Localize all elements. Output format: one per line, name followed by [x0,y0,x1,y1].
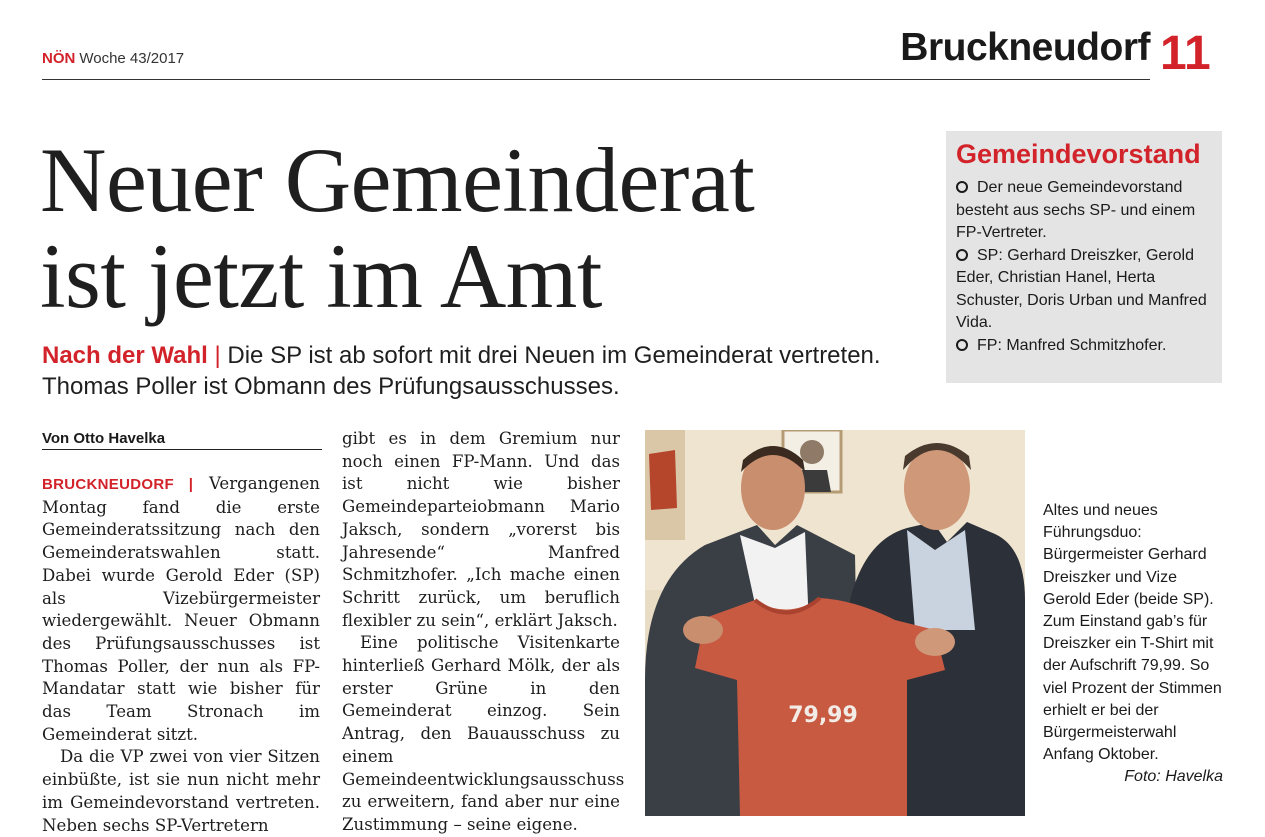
dateline: BRUCKNEUDORF | [42,476,194,493]
paragraph: Eine politische Visitenkarte hinterließ Gerhard Mölk, der als erster Grüne in den Gemeinderat einzog. Sein Antrag, den Bauausschuss zu einem Gemeindeentwicklungsausschuss zu erweitern, fand aber nur eine Zustimmung – seine eigene. [342,633,625,834]
caption-text: Altes und neues Führungsduo: Bürgermeister Gerhard Dreiszker und Vize Gerold Eder (beide SP). Zum Einstand gab’s für Dreiszker ein T-Shirt mit der Aufschrift 79,99. So viel Prozent der Stimmen erhielt er bei der Bürgermeisterwahl Anfang Oktober. [1043,502,1222,764]
byline: Von Otto Havelka [42,430,322,450]
deck [42,340,922,402]
shirt-text: 79,99 [788,703,858,728]
publication-line [42,50,184,67]
paragraph: gibt es in dem Gremium nur noch einen FP-Mann. Und das ist nicht wie bisher Gemeindeparteiobmann Mario Jaksch, sondern „vorerst bis Jahresende“ Manfred Schmitzhofer. „Ich mache einen Schritt zurück, um beruflich flexibler zu sein“, erklärt Jaksch. [342,429,620,630]
kicker-separator: | [214,342,221,369]
headline-line-1: Neuer Gemeinderat [40,129,755,231]
info-box-item: SP: Gerhard Dreiszker, Gerold Eder, Christian Hanel, Herta Schuster, Doris Urban und Manfred Vida. [956,246,1207,331]
paragraph: Da die VP zwei von vier Sitzen einbüßte, ist sie nun nicht mehr im Gemeindevorstand vertreten. Neben sechs SP-Vertretern [42,747,320,835]
info-box-item: FP: Manfred Schmitzhofer. [956,335,1212,358]
info-box-title: Gemeindevorstand [956,139,1201,169]
photo-credit: Foto: Havelka [1124,768,1223,786]
photo-caption [1043,500,1223,789]
section-title: Bruckneudorf [900,26,1150,69]
deck-text: Die SP ist ab sofort mit drei Neuen im Gemeinderat vertreten. Thomas Poller ist Obmann des Prüfungsausschusses. [42,342,881,400]
article-photo [645,430,1025,816]
body-column-2 [342,428,625,837]
issue-label: Woche 43/2017 [79,50,185,67]
headline [40,129,920,327]
body-column-1 [42,473,320,837]
circle-bullet-icon [956,181,968,193]
circle-bullet-icon [956,249,968,261]
header-rule [42,79,1150,80]
info-box-item: Der neue Gemeindevorstand besteht aus sechs SP- und einem FP-Vertreter. [956,179,1196,241]
circle-bullet-icon [956,339,968,351]
paragraph: BRUCKNEUDORF | Vergangenen Montag fand die erste Gemeinderatssitzung nach den Gemeinderatswahlen statt. Dabei wurde Gerold Eder (SP) als Vizebürgermeister wiedergewählt. Neuer Obmann des Prüfungsausschusses ist Thomas Poller, der nun als FP-Mandatar statt wie bisher für das Team Stronach im Gemeinderat sitzt. [42,474,320,744]
headline-line-2: ist jetzt im Amt [40,225,602,327]
page-number: 11 [1160,27,1211,80]
brand-logo: NÖN [42,50,76,67]
info-box [946,131,1222,383]
kicker: Nach der Wahl [42,342,208,369]
